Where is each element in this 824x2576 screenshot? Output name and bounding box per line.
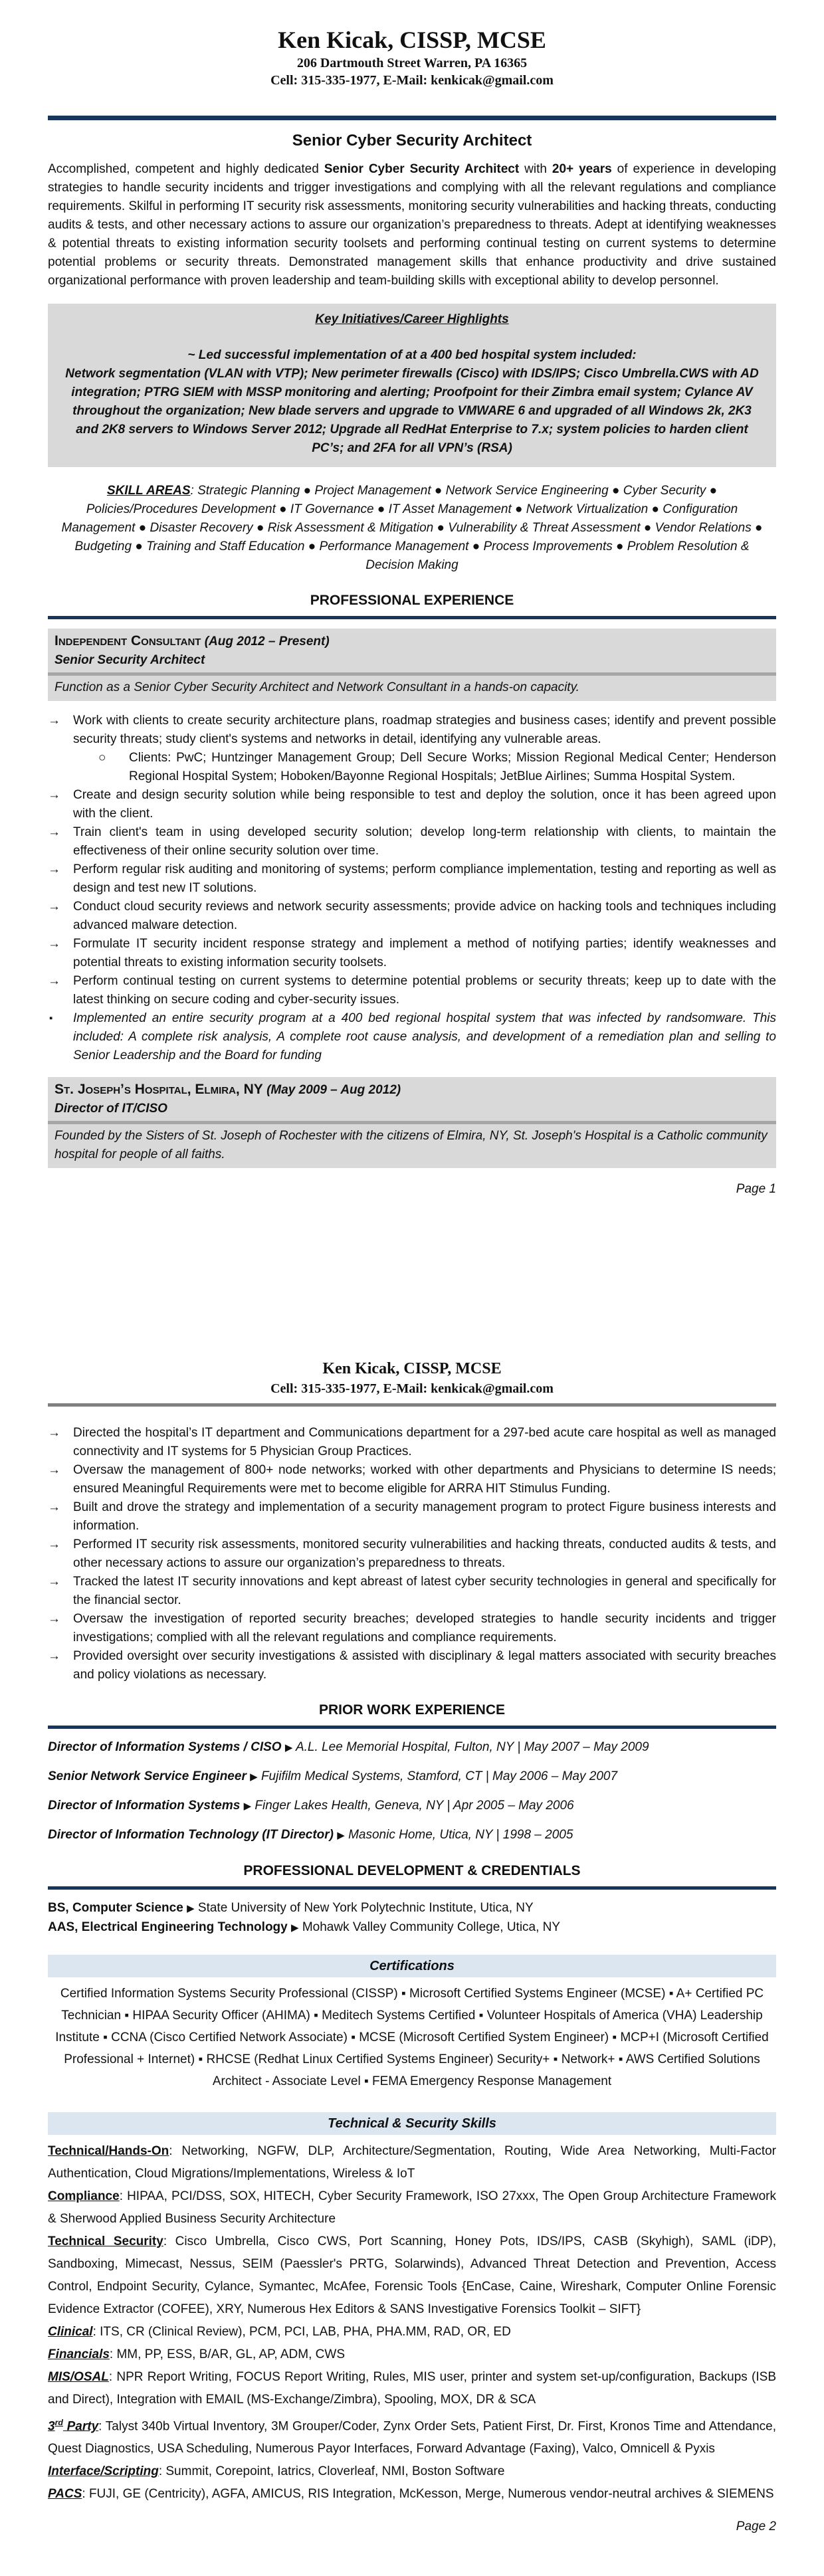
section-rule <box>48 616 776 619</box>
bullet-marker: → <box>48 1575 60 1589</box>
bullet-marker: ▪ <box>49 1013 53 1024</box>
skill-category-line: Technical Security: Cisco Umbrella, Cisco CWS, Port Scanning, Honey Pots, IDS/IPS, CASB (Skyhigh), SAML (iDP), Sandboxing, Mimecast, Nessus, SEIM (Paessler's PRTG, Solarwinds), Advanced Threat Detection and Prevention, Access Control, Endpoint Security, Cylance, Symantec, McAfee, Forensic Tools {EnCase, Caine, Wireshark, Computer Online Forensic Evidence Extractor (COFEE), XRY, Numerous Hex Editors & SANS Investigative Forensics Toolkit – SIFT} <box>48 2234 776 2316</box>
certifications-body: Certified Information Systems Security Professional (CISSP) ▪ Microsoft Certified Systems Engineer (MCSE) ▪ A+ Certified PC Technician ▪ HIPAA Security Officer (AHIMA) ▪ Meditech Systems Certified ▪ Volunteer Hospitals of America (VHA) Leadership Institute ▪ CCNA (Cisco Certified Network Associate) ▪ MCSE (Microsoft Certified System Engineer) ▪ MCP+I (Microsoft Certified Professional + Internet) ▪ RHCSE (Redhat Linux Certified Systems Engineer) Security+ ▪ Network+ ▪ AWS Certified Solutions Architect - Associate Level ▪ FEMA Emergency Response Management <box>55 1987 769 2088</box>
prior-role-title: Director of Information Systems / CISO <box>48 1740 282 1754</box>
pointer-icon: ▶ <box>291 1922 299 1933</box>
degree-title: BS, Computer Science <box>48 1901 183 1915</box>
page-1 <box>48 25 776 1199</box>
prior-role <box>48 1826 776 1845</box>
bullet-text: Oversaw the investigation of reported security breaches; developed strategies to handle security incidents and trigger investigations; complied with all the relevant regulations and compliance requirements. <box>73 1612 776 1644</box>
section-heading-development: PROFESSIONAL DEVELOPMENT & CREDENTIALS <box>243 1863 581 1878</box>
job-description: Function as a Senior Cyber Security Architect and Network Consultant in a hands-on capacity. <box>54 680 579 694</box>
experience-bullet <box>48 1610 776 1647</box>
bullet-marker: → <box>48 1537 60 1551</box>
prior-role-detail: Finger Lakes Health, Geneva, NY | Apr 2005 – May 2006 <box>255 1799 574 1813</box>
experience-bullet <box>48 712 776 749</box>
skill-category-line: MIS/OSAL: NPR Report Writing, FOCUS Report Writing, Rules, MIS user, printer and system set-up/configuration, Backups (ISB and Direct), Integration with EMAIL (MS-Exchange/Zimbra), Spooling, MOX, DR & SCA <box>48 2370 776 2407</box>
prior-role-detail: A.L. Lee Memorial Hospital, Fulton, NY | May 2007 – May 2009 <box>295 1740 649 1754</box>
address-line: 206 Dartmouth Street Warren, PA 16365 <box>296 56 528 70</box>
contact-line: Cell: 315-335-1977, E-Mail: kenkicak@gmail.com <box>270 1381 554 1396</box>
bullet-marker: → <box>48 974 60 988</box>
header-rule <box>48 116 776 120</box>
employment-dates: (Aug 2012 – Present) <box>204 635 330 648</box>
prior-role-title: Director of Information Systems <box>48 1799 241 1813</box>
employer-name: St. Joseph’s Hospital, Elmira, NY <box>54 1082 263 1097</box>
prior-roles-list <box>48 1738 776 1845</box>
experience-bullet <box>48 823 776 860</box>
technical-skills-banner: Technical & Security Skills <box>48 2112 776 2135</box>
bullet-marker: → <box>48 1649 60 1663</box>
highlights-body: Network segmentation (VLAN with VTP); New perimeter firewalls (Cisco) with IDS/IPS; Cisco Umbrella.CWS with AD integration; PTRG SIEM with MSSP monitoring and alerting; Proofpoint for their Zimbra email system; Cylance AV throughout the organization; New blade servers and upgrade to VMWARE 6 and upgraded of all Windows 2k, 2K3 and 2K8 servers to Windows Server 2012; Upgrade all RedHat Enterprise to 7.x; system policies to harden client PC’s; and 2FA for all VPN’s (RSA) <box>65 367 759 455</box>
highlights-lead: ~ Led successful implementation of at a 400 bed hospital system included: <box>187 348 637 362</box>
bullet-text: Performed IT security risk assessments, monitored security vulnerabilities and hacking threats, conducted audits & tests, and other necessary actions to assure our organization’s preparedness to threats. <box>73 1537 776 1570</box>
experience-bullet <box>48 1461 776 1498</box>
school-detail: State University of New York Polytechnic Institute, Utica, NY <box>197 1901 534 1915</box>
employer-name: Independent Consultant <box>54 633 201 648</box>
experience-bullet <box>48 1536 776 1573</box>
prior-role-title: Director of Information Technology (IT Director) <box>48 1828 334 1842</box>
contact-line: Cell: 315-335-1977, E-Mail: kenkicak@gmail.com <box>270 73 554 88</box>
prior-role <box>48 1797 776 1816</box>
job-block-independent-consultant <box>48 629 776 701</box>
bullet-text: Directed the hospital’s IT department and Communications department for a 297-bed acute care hospital as well as managed connectivity and IT systems for 5 Physician Group Practices. <box>73 1426 776 1458</box>
section-heading-prior-work: PRIOR WORK EXPERIENCE <box>318 1702 506 1718</box>
skill-category-line: Clinical: ITS, CR (Clinical Review), PCM, PCI, LAB, PHA, PHA.MM, RAD, OR, ED <box>48 2325 511 2339</box>
experience-bullet <box>48 935 776 972</box>
bullet-marker: → <box>48 1612 60 1626</box>
bullet-text: Implemented an entire security program at a 400 bed regional hospital system that was infected by randsomware. This included: A complete risk analysis, A complete root cause analysis, and development of a remediation plan and selling to Senior Leadership and the Board for funding <box>73 1011 776 1062</box>
technical-skills-list <box>48 2140 776 2506</box>
employment-dates: (May 2009 – Aug 2012) <box>266 1083 401 1097</box>
experience-bullet <box>48 898 776 935</box>
job-title: Senior Security Architect <box>54 653 205 667</box>
experience-bullet <box>48 749 776 786</box>
bullet-text: Conduct cloud security reviews and network security assessments; provide advice on hacking tools and techniques including advanced malware detection. <box>73 900 776 932</box>
bullet-text: Clients: PwC; Huntzinger Management Group; Dell Secure Works; Mission Regional Medical Center; Henderson Regional Hospital System; Hoboken/Bayonne Regional Hospitals; JetBlue Airlines; Summa Hospital System. <box>129 751 776 783</box>
bullet-text: Create and design security solution while being responsible to test and deploy the solution, once it has been agreed upon with the client. <box>73 788 776 821</box>
experience-bullet <box>48 1424 776 1461</box>
prior-role-detail: Fujifilm Medical Systems, Stamford, CT | May 2006 – May 2007 <box>260 1769 618 1783</box>
skill-areas-label: SKILL AREAS <box>106 484 191 498</box>
bullet-marker: → <box>48 1463 60 1477</box>
section-rule <box>48 1886 776 1890</box>
education-entry <box>48 1918 776 1937</box>
section-heading-professional-experience: PROFESSIONAL EXPERIENCE <box>310 593 514 608</box>
bullet-marker: → <box>48 714 60 728</box>
skill-category-line: 3rd Party: Talyst 340b Virtual Inventory, 3M Grouper/Coder, Zynx Order Sets, Patient First, Dr. First, Kronos Time and Attendance, Quest Diagnostics, USA Scheduling, Numerous Payor Interfaces, Forward Advantage (Faxing), Valco, Omnicell & Pyxis <box>48 2418 776 2456</box>
bullet-marker: → <box>48 862 60 876</box>
page2-header-rule <box>48 1403 776 1407</box>
job-employer-line <box>54 1080 770 1100</box>
page2-header <box>48 1358 776 1398</box>
experience-bullet <box>48 860 776 898</box>
page2-bullet-list <box>48 1424 776 1684</box>
bullet-text: Perform continual testing on current systems to determine potential problems or security threats; keep up to date with the latest thinking on secure coding and cyber-security issues. <box>73 974 776 1007</box>
pointer-icon: ▶ <box>284 1742 293 1753</box>
skill-areas <box>51 482 773 575</box>
experience-bullet <box>48 1647 776 1684</box>
bullet-text: Perform regular risk auditing and monitoring of systems; perform compliance implementation, testing and reporting as well as design and test new IT solutions. <box>73 862 776 895</box>
experience-bullet <box>48 1573 776 1610</box>
page-break-gap <box>48 1199 776 1358</box>
job-head <box>48 629 776 676</box>
certifications-banner: Certifications <box>48 1955 776 1977</box>
pointer-icon: ▶ <box>243 1801 252 1812</box>
experience-bullet <box>48 786 776 823</box>
prior-role-detail: Masonic Home, Utica, NY | 1998 – 2005 <box>348 1828 573 1842</box>
skill-category-line: Technical/Hands-On: Networking, NGFW, DLP, Architecture/Segmentation, Routing, Wide Area Networking, Multi-Factor Authentication, Cloud Migrations/Implementations, Wireless & IoT <box>48 2144 776 2181</box>
skill-category-line: PACS: FUJI, GE (Centricity), AGFA, AMICUS, RIS Integration, McKesson, Merge, Numerous vendor-neutral archives & SIEMENS <box>48 2487 774 2502</box>
page2-number: Page 2 <box>736 2520 776 2534</box>
school-detail: Mohawk Valley Community College, Utica, NY <box>302 1920 561 1934</box>
prior-role-title: Senior Network Service Engineer <box>48 1769 247 1783</box>
bullet-marker: → <box>48 1500 60 1514</box>
job-head <box>48 1077 776 1124</box>
highlights-box <box>48 304 776 467</box>
section-rule <box>48 1726 776 1729</box>
job-block-st-josephs <box>48 1077 776 1168</box>
bullet-marker: → <box>48 1426 60 1440</box>
education-entry <box>48 1899 776 1918</box>
education-list <box>48 1899 776 1937</box>
experience-bullet <box>48 1009 776 1065</box>
bullet-text: Formulate IT security incident response strategy and implement a method of notifying parties; identify weaknesses and potential threats to existing information security toolsets. <box>73 937 776 969</box>
prior-role <box>48 1738 776 1757</box>
candidate-name: Ken Kicak, CISSP, MCSE <box>278 27 546 53</box>
bullet-marker: → <box>48 825 60 839</box>
bullet-text: Provided oversight over security investigations & assisted with disciplinary & legal matters associated with security breaches and policy violations as necessary. <box>73 1649 776 1682</box>
skill-areas-content: : Strategic Planning ● Project Management ● Network Service Engineering ● Cyber Security ● Policies/Procedures Development ● IT Governance ● IT Asset Management ● Network Virtualization ● Configuration Management ● Disaster Recovery ● Risk Assessment & Mitigation ● Vulnerability & Threat Assessment ● Vendor Relations ● Budgeting ● Training and Staff Education ● Performance Management ● Process Improvements ● Problem Resolution & Decision Making <box>61 484 763 572</box>
job-title: Director of IT/CISO <box>54 1102 167 1116</box>
job-description: Founded by the Sisters of St. Joseph of Rochester with the citizens of Elmira, NY, St. Joseph's Hospital is a Catholic community hospital for people of all faiths. <box>54 1129 768 1161</box>
bullet-marker: ○ <box>98 751 106 765</box>
highlights-heading: Key Initiatives/Career Highlights <box>315 312 509 326</box>
degree-title: AAS, Electrical Engineering Technology <box>48 1920 288 1934</box>
bullet-marker: → <box>48 788 60 802</box>
pointer-icon: ▶ <box>187 1903 195 1914</box>
resume-title: Senior Cyber Security Architect <box>292 132 532 149</box>
skill-category-line: Financials: MM, PP, ESS, B/AR, GL, AP, ADM, CWS <box>48 2347 345 2361</box>
job1-bullet-list <box>48 712 776 1065</box>
page1-header <box>48 25 776 89</box>
job-employer-line <box>54 632 770 651</box>
bullet-text: Oversaw the management of 800+ node networks; worked with other departments and Physicians to determine IS needs; ensured Meaningful Requirements were met to become eligible for ARRA HIT Stimulus Funding. <box>73 1463 776 1496</box>
pointer-icon: ▶ <box>337 1830 345 1841</box>
page-2 <box>48 1358 776 2536</box>
bullet-marker: → <box>48 937 60 951</box>
candidate-name: Ken Kicak, CISSP, MCSE <box>322 1360 502 1377</box>
bullet-text: Built and drove the strategy and implementation of a security management program to protect Figure business interests and information. <box>73 1500 776 1533</box>
pointer-icon: ▶ <box>250 1771 258 1783</box>
skill-category-line: Interface/Scripting: Summit, Corepoint, Iatrics, Cloverleaf, NMI, Boston Software <box>48 2464 505 2479</box>
experience-bullet <box>48 972 776 1009</box>
prior-role <box>48 1767 776 1787</box>
summary-paragraph: Accomplished, competent and highly dedicated Senior Cyber Security Architect with 20+ years of experience in developing strategies to handle security incidents and trigger investigations and complying with all the relevant regulations and compliance requirements. Skilful in performing IT security risk assessments, monitoring security vulnerabilities and hacking threats, conducting audits & tests, and other necessary actions to assure our organization’s preparedness to threats. Adept at identifying weaknesses & potential threats to existing information security toolsets and performing continual testing on current systems to determine potential problems or security threats. Demonstrated management skills that enhance productivity and drive sustained organizational performance with proven leadership and team-building skills with exceptional ability to develop personnel. <box>48 162 777 288</box>
experience-bullet <box>48 1498 776 1536</box>
skill-category-line: Compliance: HIPAA, PCI/DSS, SOX, HITECH, Cyber Security Framework, ISO 27xxx, The Open Group Architecture Framework & Sherwood Applied Business Security Architecture <box>48 2189 776 2226</box>
bullet-marker: → <box>48 900 60 914</box>
bullet-text: Tracked the latest IT security innovations and kept abreast of latest cyber security technologies in general and specifically for the financial sector. <box>73 1575 776 1607</box>
bullet-text: Train client's team in using developed security solution; develop long-term relationship with clients, to maintain the effectiveness of their online security solution over time. <box>73 825 776 858</box>
bullet-text: Work with clients to create security architecture plans, roadmap strategies and business cases; identify and prevent possible security threats; study client's systems and networks in detail, identifying any vulnerable areas. <box>73 714 776 746</box>
page1-number: Page 1 <box>736 1182 776 1196</box>
